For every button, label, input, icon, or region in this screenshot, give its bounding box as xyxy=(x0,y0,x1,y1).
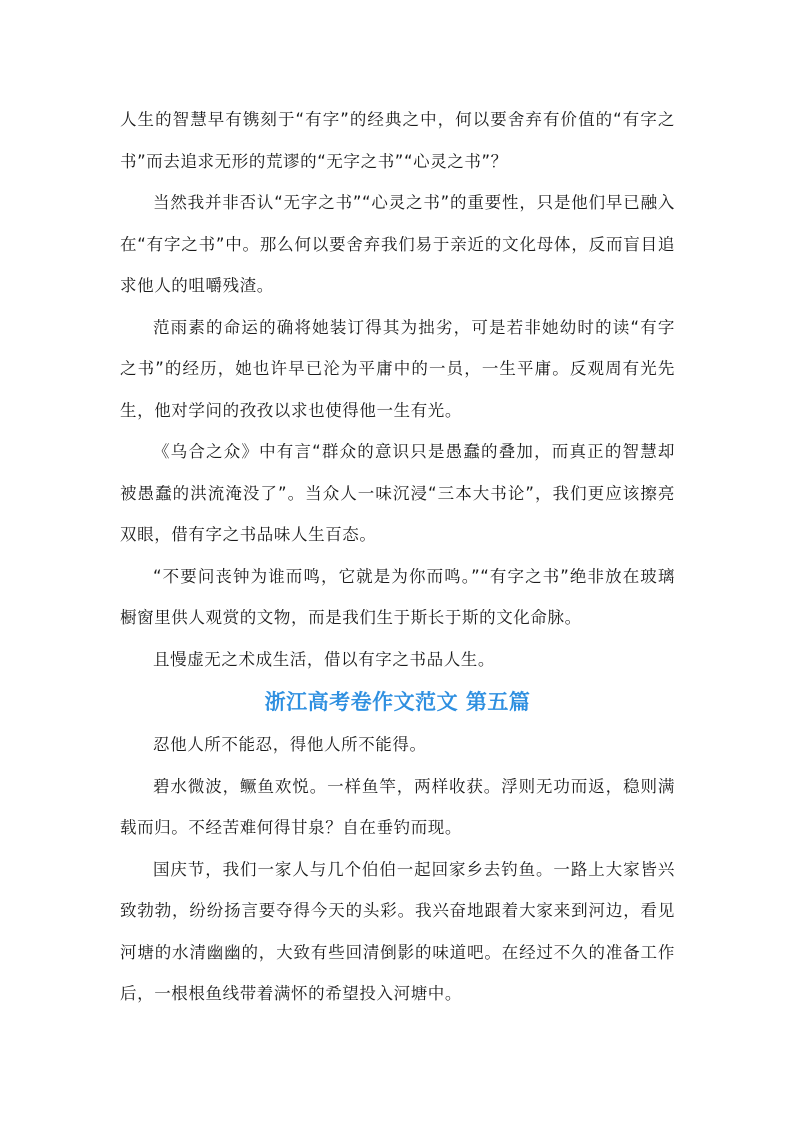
paragraph: 《乌合之众》中有言“群众的意识只是愚蠢的叠加，而真正的智慧却被愚蠢的洪流淹没了”。当众人一味沉浸“三本大书论”，我们更应该擦亮双眼，借有字之书品味人生百态。 xyxy=(120,442,675,544)
paragraph: 碧水微波，鳜鱼欢悦。一样鱼竿，两样收获。浮则无功而返，稳则满载而归。不经苦难何得甘泉？自在垂钓而现。 xyxy=(120,776,675,837)
paragraph: “不要问丧钟为谁而鸣，它就是为你而鸣。”“有字之书”绝非放在玻璃橱窗里供人观赏的文物，而是我们生于斯长于斯的文化命脉。 xyxy=(120,566,675,627)
paragraph: 范雨素的命运的确将她装订得其为拙劣，可是若非她幼时的读“有字之书”的经历，她也许早已沦为平庸中的一员，一生平庸。反观周有光先生，他对学问的孜孜以求也使得他一生有光。 xyxy=(120,317,675,420)
document-page xyxy=(120,99,675,1015)
paragraph: 且慢虚无之术成生活，借以有字之书品人生。 xyxy=(153,649,495,669)
paragraph: 人生的智慧早有镌刻于“有字”的经典之中，何以要舍弃有价值的“有字之书”而去追求无形的荒谬的“无字之书”“心灵之书”？ xyxy=(120,110,675,171)
paragraph: 忍他人所不能忍，得他人所不能得。 xyxy=(153,735,427,754)
paragraph: 当然我并非否认“无字之书”“心灵之书”的重要性，只是他们早已融入在“有字之书”中。那么何以要舍弃我们易于亲近的文化母体，反而盲目追求他人的咀嚼残渣。 xyxy=(120,193,675,295)
paragraph: 国庆节，我们一家人与几个伯伯一起回家乡去钓鱼。一路上大家皆兴致勃勃，纷纷扬言要夺得今天的头彩。我兴奋地跟着大家来到河边，看见河塘的水清幽幽的，大致有些回清倒影的味道吧。在经过不久的准备工作后，一根根鱼线带着满怀的希望投入河塘中。 xyxy=(120,859,675,1003)
section-heading: 浙江高考卷作文范文 第五篇 xyxy=(264,690,531,714)
